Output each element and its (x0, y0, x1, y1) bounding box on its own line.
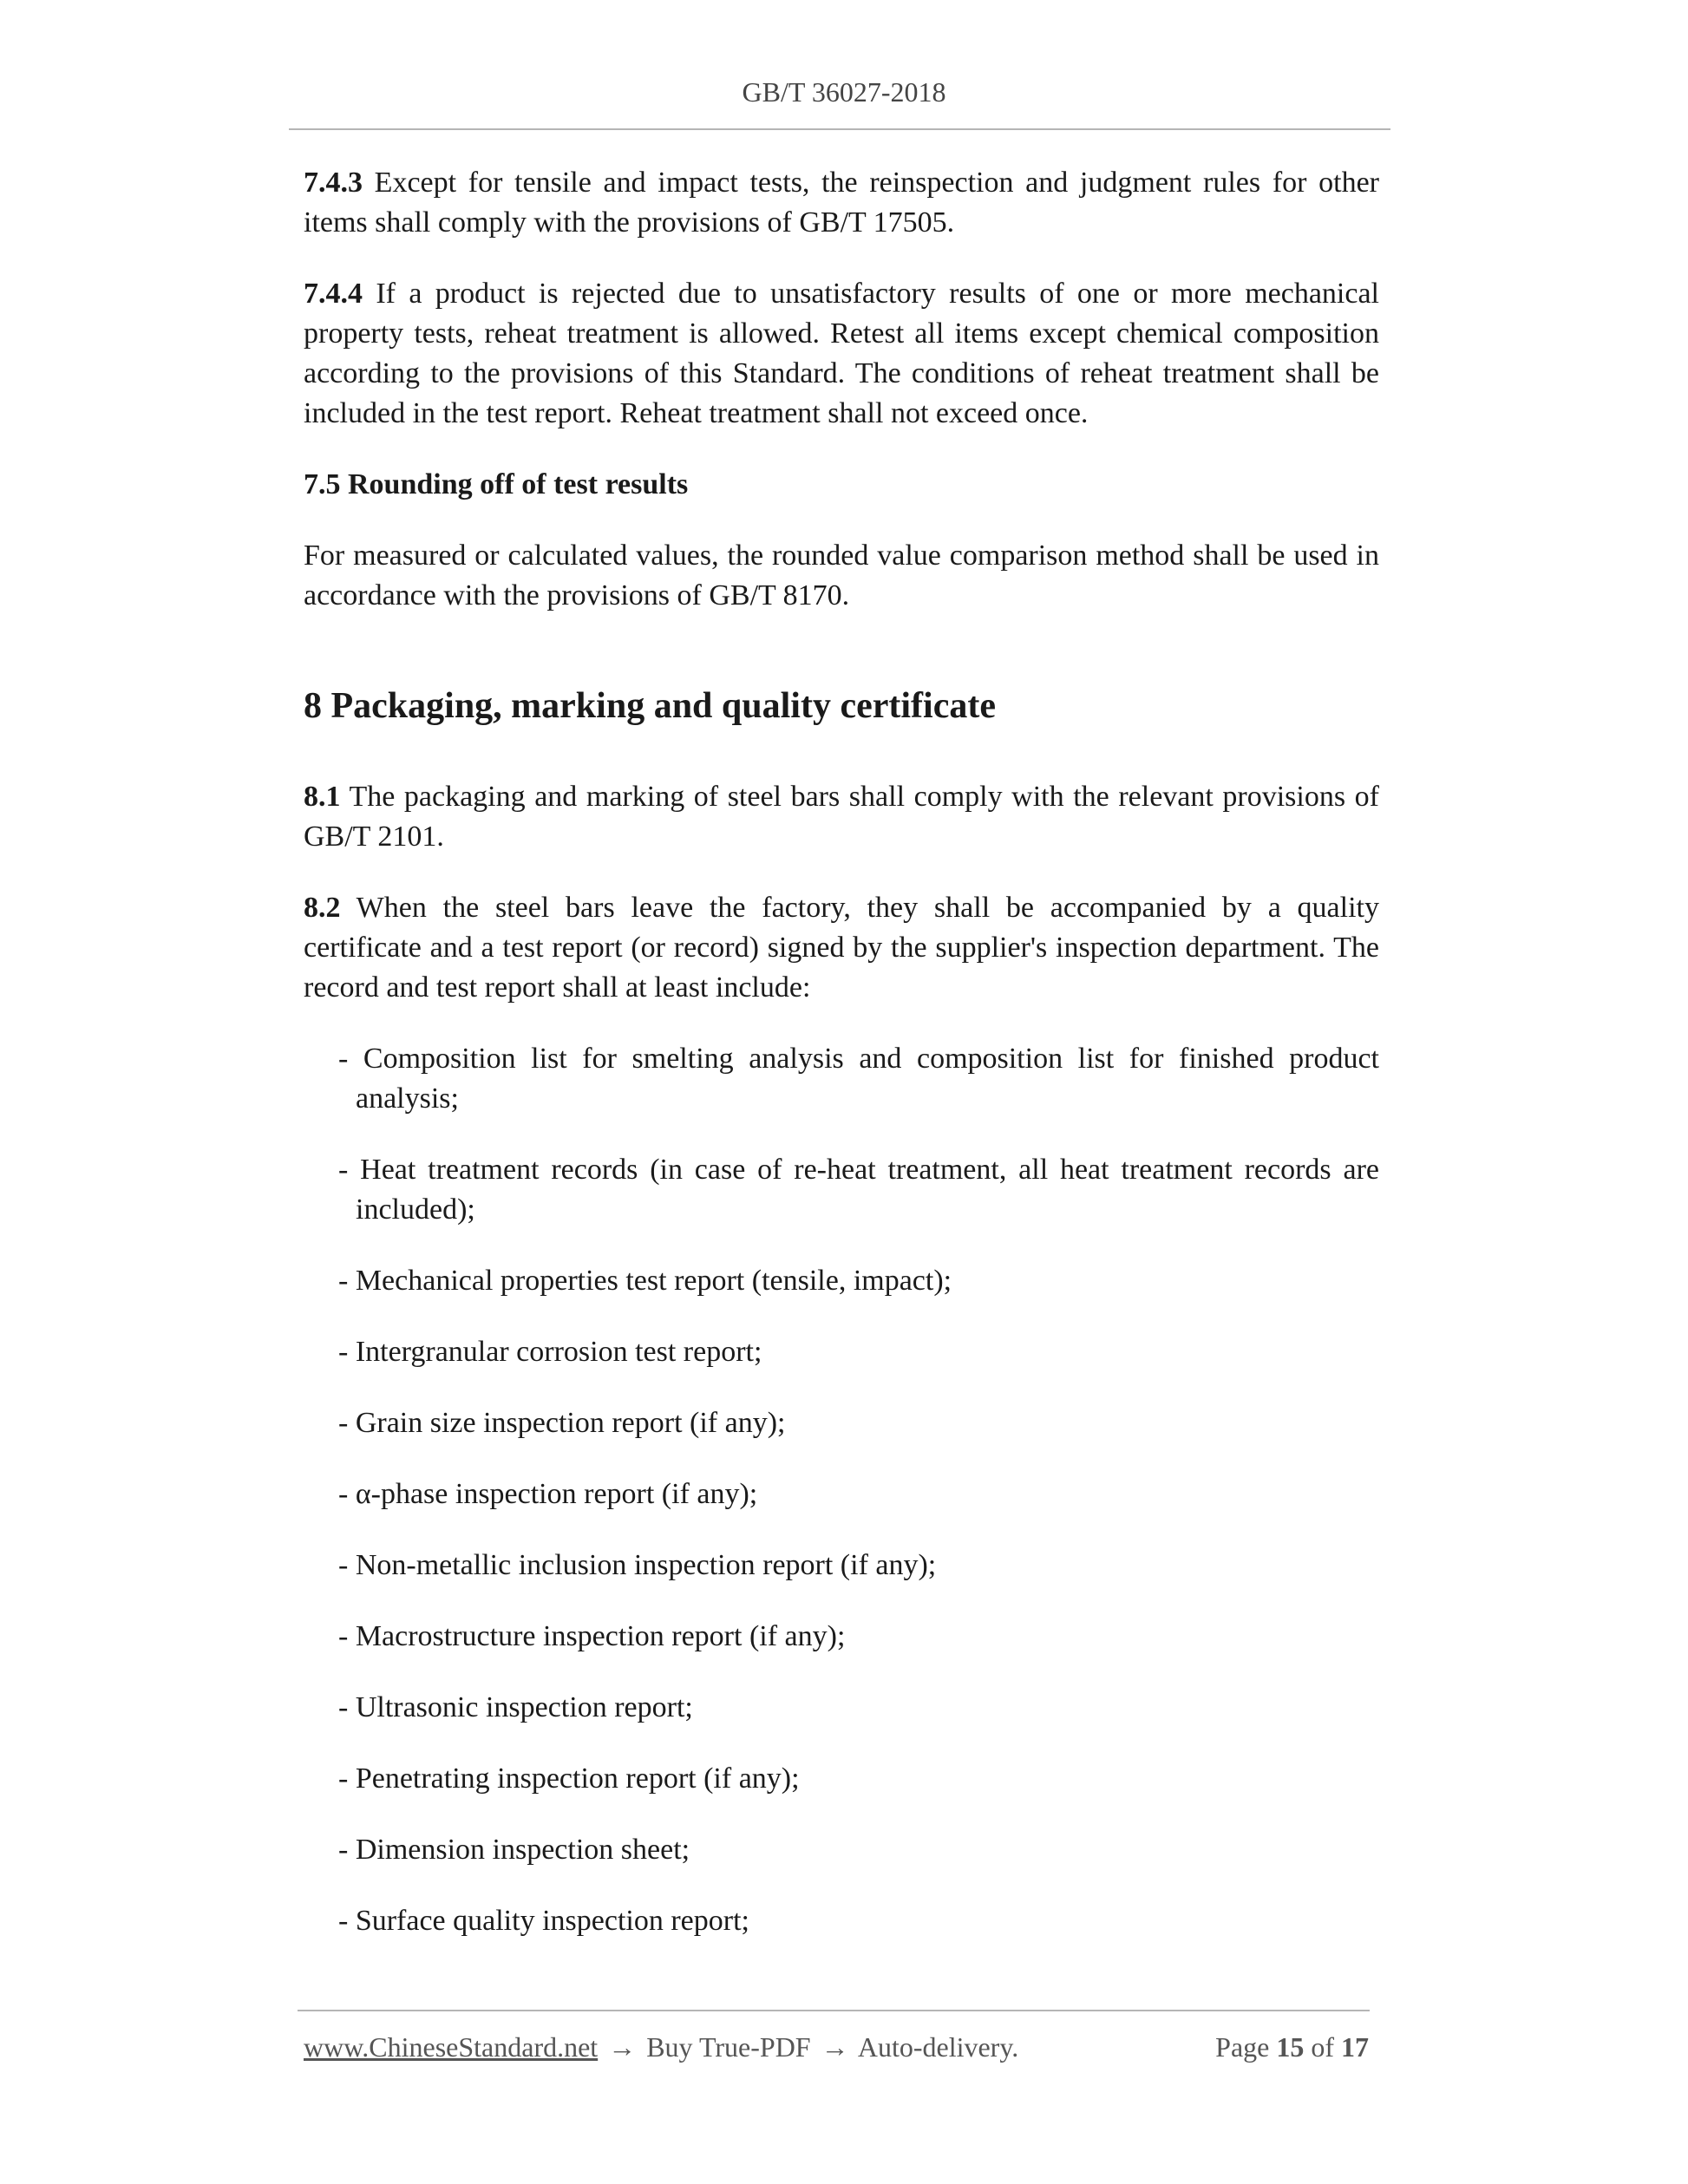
list-item: - Ultrasonic inspection report; (338, 1691, 693, 1723)
clause-number: 8.2 (304, 892, 341, 924)
section-heading-8: 8 Packaging, marking and quality certificate (304, 686, 996, 726)
clause-text: If a product is rejected due to unsatisfactory results of one or more mechanical property tests, reheat treatment is allowed. Retest all items except chemical composition according to the provisions of this Standard. The conditions of reheat treatment shall be included in the test report. Reheat treatment shall not exceed once. (304, 278, 1379, 429)
clause-text: The packaging and marking of steel bars shall comply with the relevant provisions of GB/T 2101. (304, 781, 1379, 853)
total-pages-number: 17 (1341, 2031, 1369, 2063)
of-label: of (1311, 2031, 1334, 2063)
list-item: - Macrostructure inspection report (if any); (338, 1620, 846, 1652)
current-page-number: 15 (1276, 2031, 1305, 2063)
list-item: - Intergranular corrosion test report; (338, 1336, 762, 1368)
header-divider (289, 128, 1390, 130)
auto-delivery-text: Auto-delivery. (857, 2031, 1019, 2063)
clause-7-4-4 (304, 274, 1379, 434)
list-item: - α-phase inspection report (if any); (338, 1478, 758, 1510)
clause-8-1 (304, 777, 1379, 857)
list-item: - Grain size inspection report (if any); (338, 1407, 786, 1439)
list-item: - Heat treatment records (in case of re-heat treatment, all heat treatment records are included); (338, 1154, 1379, 1226)
page-header: GB/T 36027-2018 (742, 76, 946, 108)
clause-7-5-text: For measured or calculated values, the rounded value comparison method shall be used in accordance with the provisions of GB/T 8170. (304, 539, 1379, 611)
buy-pdf-text: Buy True-PDF (646, 2031, 811, 2063)
clause-text: Except for tensile and impact tests, the reinspection and judgment rules for other items shall comply with the provisions of GB/T 17505. (304, 167, 1379, 239)
report-contents-list (304, 1039, 1379, 1941)
list-item: - Dimension inspection sheet; (338, 1834, 690, 1866)
list-item: - Penetrating inspection report (if any); (338, 1762, 800, 1795)
clause-number: 8.1 (304, 781, 341, 813)
clause-text: When the steel bars leave the factory, they shall be accompanied by a quality certificate and a test report (or record) signed by the supplier's inspection department. The record and test report shall at least include: (304, 892, 1379, 1004)
list-item: - Non-metallic inclusion inspection report (if any); (338, 1549, 937, 1581)
arrow-right-icon: → (608, 2031, 637, 2063)
footer-divider (298, 2010, 1370, 2011)
subsection-heading-7-5: 7.5 Rounding off of test results (304, 468, 689, 500)
clause-8-2 (304, 888, 1379, 1008)
list-item: - Mechanical properties test report (tensile, impact); (338, 1265, 952, 1297)
list-item: - Surface quality inspection report; (338, 1905, 749, 1937)
clause-number: 7.4.4 (304, 278, 363, 310)
clause-7-4-3 (304, 163, 1379, 243)
footer-promo (304, 2031, 1018, 2063)
page-label: Page (1215, 2031, 1270, 2063)
page-indicator (1215, 2031, 1369, 2063)
website-link[interactable]: www.ChineseStandard.net (304, 2031, 599, 2063)
list-item: - Composition list for smelting analysis and composition list for finished product analysis; (338, 1043, 1379, 1115)
arrow-right-icon: → (821, 2031, 849, 2063)
document-body (304, 163, 1379, 1972)
clause-number: 7.4.3 (304, 167, 363, 199)
